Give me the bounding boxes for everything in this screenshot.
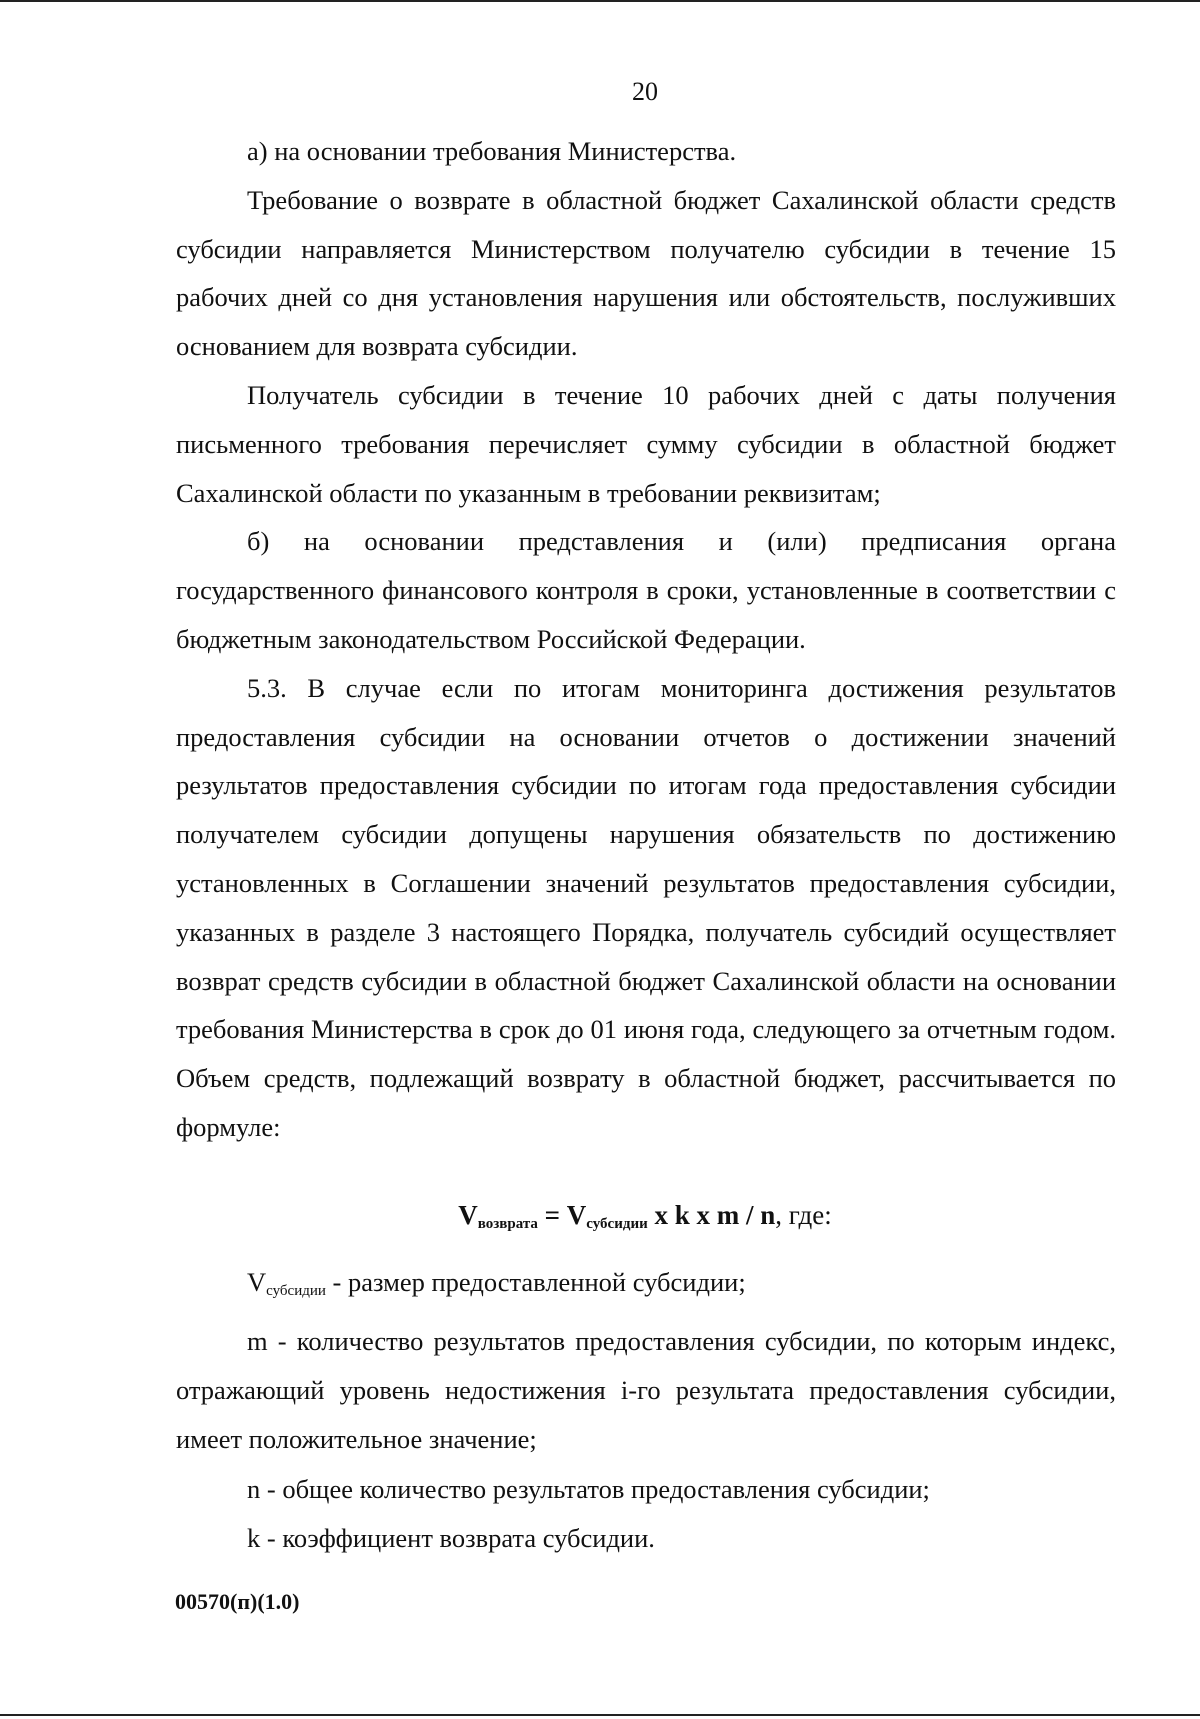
definition-k: k - коэффициент возврата субсидии. <box>247 1523 655 1553</box>
paragraph-5-3: 5.3. В случае если по итогам мониторинга достижения результатов предоставления субсидии на основании отчетов о достижении значений результатов предоставления субсидии по итогам года предоставления субсидии получателем субсидии допущены нарушения обязательств по достижению установленных в Соглашении значений результатов предоставления субсидии, указанных в разделе 3 настоящего Порядка, получатель субсидий осуществляет возврат средств субсидии в областной бюджет Сахалинской области на основании требования Министерства в срок до 01 июня года, следующего за отчетным годом. Объем средств, подлежащий возврату в областной бюджет, рассчитывается по формуле: <box>176 672 1116 1142</box>
scan-bottom-border <box>0 1714 1200 1716</box>
return-formula <box>0 1197 1200 1242</box>
definition-v-text: - размер предоставленной субсидии; <box>325 1267 746 1297</box>
formula-definitions <box>176 1258 1116 1563</box>
paragraph-b: б) на основании представления и (или) предписания органа государственного финансового контроля в сроки, установленные в соответствии с бюджетным законодательством Российской Федерации. <box>176 526 1116 654</box>
definition-v-subsidy <box>176 1258 1116 1316</box>
paragraph-recipient: Получатель субсидии в течение 10 рабочих дней с даты получения письменного требования перечисляет сумму субсидии в областной бюджет Сахалинской области по указанным в требовании реквизитам; <box>176 379 1116 508</box>
definition-m: m - количество результатов предоставления субсидии, по которым индекс, отражающий уровень недостижения i-го результата предоставления субсидии, имеет положительное значение; <box>176 1326 1116 1454</box>
scan-top-border <box>0 0 1200 2</box>
definition-n: n - общее количество результатов предоставления субсидии; <box>247 1474 930 1504</box>
page-number: 20 <box>632 77 658 106</box>
paragraph-requirement: Требование о возврате в областной бюджет Сахалинской области средств субсидии направляется Министерством получателю субсидии в течение 15 рабочих дней со дня установления нарушения или обстоятельств, послуживших основанием для возврата субсидии. <box>176 184 1116 362</box>
formula-v-subsidy-sub: субсидии <box>586 1216 648 1232</box>
formula-equals: = <box>537 1200 567 1230</box>
formula-v-subsidy: V <box>566 1200 587 1230</box>
document-body <box>176 127 1116 1152</box>
formula-factors: x k x m / n <box>647 1200 776 1230</box>
definition-v-sub: субсидии <box>266 1283 326 1299</box>
definition-v-symbol: V <box>247 1267 267 1297</box>
formula-v-return-sub: возврата <box>477 1216 538 1232</box>
formula-tail: , где: <box>775 1200 832 1230</box>
document-code: 00570(п)(1.0) <box>175 1589 300 1614</box>
paragraph-a: а) на основании требования Министерства. <box>247 136 737 166</box>
formula-v-return: V <box>458 1200 478 1230</box>
